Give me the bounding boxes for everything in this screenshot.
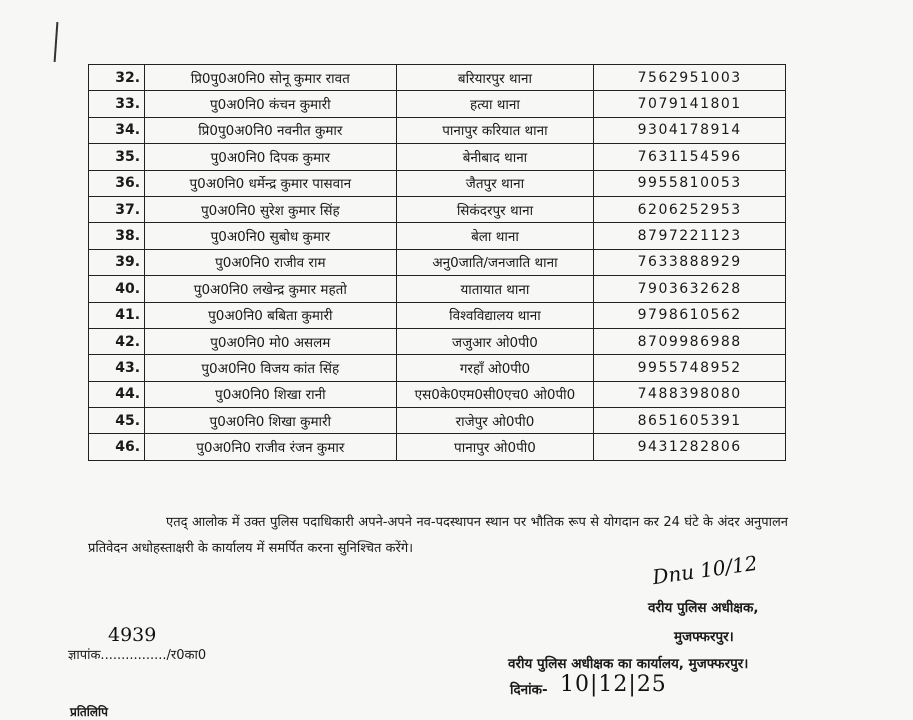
posting-station-cell: हत्या थाना — [396, 91, 594, 117]
serial-number-cell: 45. — [89, 408, 145, 434]
phone-number-cell: 8651605391 — [594, 408, 786, 434]
instruction-text: एतद् आलोक में उक्त पुलिस पदाधिकारी अपने-अपने नव-पदस्थापन स्थान पर भौतिक रूप से योगदान कर 24 घंटे के अंदर अनुपालन प्रतिवेदन अधोहस्ताक्षरी के कार्यालय में समर्पित करना सुनिश्चित करेंगे। — [88, 515, 788, 556]
table-row — [89, 249, 786, 275]
serial-number-cell: 44. — [89, 381, 145, 407]
officer-posting-table — [88, 64, 786, 461]
posting-station-cell: राजेपुर ओ0पी0 — [396, 408, 594, 434]
table-row — [89, 223, 786, 249]
serial-number-cell: 38. — [89, 223, 145, 249]
memo-reference-line: ज्ञापांक................/र0का0 — [68, 648, 207, 663]
serial-number-cell: 42. — [89, 328, 145, 354]
posting-station-cell: सिकंदरपुर थाना — [396, 196, 594, 222]
serial-number-cell: 40. — [89, 276, 145, 302]
table-row — [89, 434, 786, 460]
table-row — [89, 302, 786, 328]
table-row — [89, 381, 786, 407]
phone-number-cell: 9955748952 — [594, 355, 786, 381]
serial-number-cell: 41. — [89, 302, 145, 328]
officer-posting-table-body — [89, 65, 786, 461]
serial-number-cell: 37. — [89, 196, 145, 222]
officer-name-cell: पु0अ0नि0 सुरेश कुमार सिंह — [145, 196, 397, 222]
serial-number-cell: 33. — [89, 91, 145, 117]
officer-name-cell: पु0अ0नि0 कंचन कुमारी — [145, 91, 397, 117]
posting-station-cell: बरियारपुर थाना — [396, 65, 594, 91]
table-row — [89, 170, 786, 196]
phone-number-cell: 9431282806 — [594, 434, 786, 460]
phone-number-cell: 9304178914 — [594, 117, 786, 143]
table-row — [89, 355, 786, 381]
serial-number-cell: 35. — [89, 144, 145, 170]
officer-name-cell: पु0अ0नि0 दिपक कुमार — [145, 144, 397, 170]
posting-station-cell: जैतपुर थाना — [396, 170, 594, 196]
officer-name-cell: प्रि0पु0अ0नि0 सोनू कुमार रावत — [145, 65, 397, 91]
officer-name-cell: पु0अ0नि0 शिखा रानी — [145, 381, 397, 407]
table-row — [89, 276, 786, 302]
officer-name-cell: पु0अ0नि0 धर्मेन्द्र कुमार पासवान — [145, 170, 397, 196]
table-row — [89, 196, 786, 222]
phone-number-cell: 7079141801 — [594, 91, 786, 117]
phone-number-cell: 7562951003 — [594, 65, 786, 91]
officer-name-cell: पु0अ0नि0 राजीव रंजन कुमार — [145, 434, 397, 460]
posting-station-cell: जजुआर ओ0पी0 — [396, 328, 594, 354]
handwritten-memo-number: 4939 — [108, 624, 157, 646]
signatory-title: वरीय पुलिस अधीक्षक, — [648, 600, 759, 616]
phone-number-cell: 9955810053 — [594, 170, 786, 196]
posting-station-cell: पानापुर करियात थाना — [396, 117, 594, 143]
posting-station-cell: विश्वविद्यालय थाना — [396, 302, 594, 328]
phone-number-cell: 6206252953 — [594, 196, 786, 222]
serial-number-cell: 36. — [89, 170, 145, 196]
serial-number-cell: 32. — [89, 65, 145, 91]
posting-station-cell: यातायात थाना — [396, 276, 594, 302]
signatory-place: मुजफ्फरपुर। — [674, 629, 734, 645]
phone-number-cell: 7631154596 — [594, 144, 786, 170]
posting-station-cell: पानापुर ओ0पी0 — [396, 434, 594, 460]
officer-name-cell: पु0अ0नि0 राजीव राम — [145, 249, 397, 275]
table-row — [89, 65, 786, 91]
table-row — [89, 328, 786, 354]
serial-number-cell: 34. — [89, 117, 145, 143]
posting-station-cell: बेनीबाद थाना — [396, 144, 594, 170]
table-row — [89, 117, 786, 143]
phone-number-cell: 7633888929 — [594, 249, 786, 275]
phone-number-cell: 7903632628 — [594, 276, 786, 302]
officer-name-cell: पु0अ0नि0 मो0 असलम — [145, 328, 397, 354]
instruction-paragraph — [88, 510, 788, 562]
table-row — [89, 91, 786, 117]
date-label: दिनांक- — [510, 682, 548, 698]
posting-station-cell: गरहाँ ओ0पी0 — [396, 355, 594, 381]
posting-station-cell: अनु0जाति/जनजाति थाना — [396, 249, 594, 275]
table-row — [89, 408, 786, 434]
corner-pen-mark — [54, 22, 59, 62]
copy-to-label: प्रतिलिपि — [70, 705, 108, 719]
serial-number-cell: 43. — [89, 355, 145, 381]
officer-name-cell: पु0अ0नि0 सुबोध कुमार — [145, 223, 397, 249]
table-row — [89, 144, 786, 170]
officer-name-cell: पु0अ0नि0 विजय कांत सिंह — [145, 355, 397, 381]
posting-station-cell: बेला थाना — [396, 223, 594, 249]
phone-number-cell: 7488398080 — [594, 381, 786, 407]
posting-station-cell: एस0के0एम0सी0एच0 ओ0पी0 — [396, 381, 594, 407]
office-name: वरीय पुलिस अधीक्षक का कार्यालय, मुजफ्फरपुर। — [508, 656, 749, 672]
handwritten-date: 10|12|25 — [560, 672, 667, 697]
phone-number-cell: 8797221123 — [594, 223, 786, 249]
officer-name-cell: पु0अ0नि0 लखेन्द्र कुमार महतो — [145, 276, 397, 302]
serial-number-cell: 46. — [89, 434, 145, 460]
serial-number-cell: 39. — [89, 249, 145, 275]
phone-number-cell: 8709986988 — [594, 328, 786, 354]
officer-name-cell: प्रि0पु0अ0नि0 नवनीत कुमार — [145, 117, 397, 143]
officer-name-cell: पु0अ0नि0 शिखा कुमारी — [145, 408, 397, 434]
officer-name-cell: पु0अ0नि0 बबिता कुमारी — [145, 302, 397, 328]
phone-number-cell: 9798610562 — [594, 302, 786, 328]
handwritten-signature: Dnu 10/12 — [650, 550, 759, 590]
